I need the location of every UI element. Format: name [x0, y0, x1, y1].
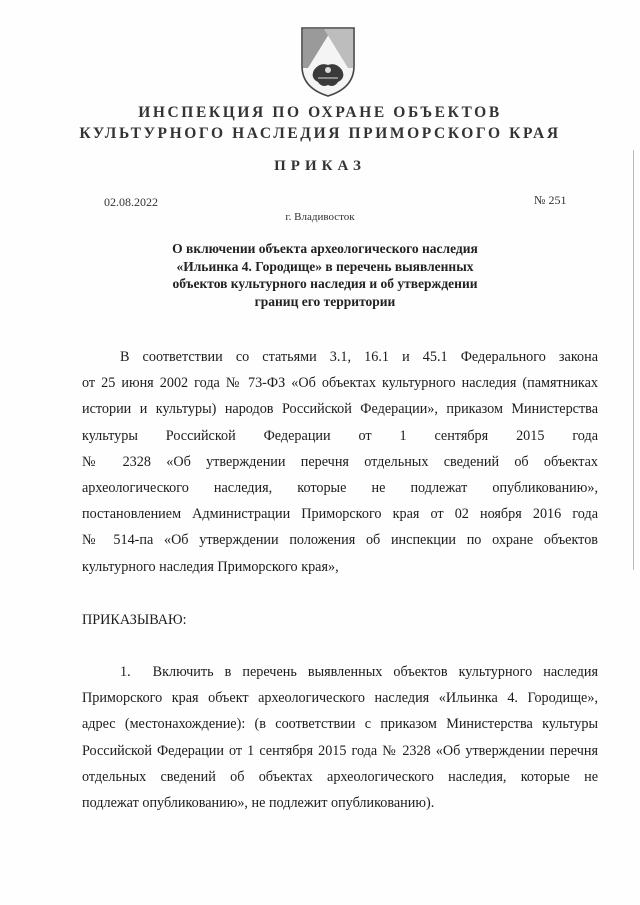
- preamble-line: постановлением Администрации Приморского края от 02 ноября 2016 года: [82, 506, 598, 523]
- item-line: [82, 659, 598, 685]
- preamble-line: истории и культуры) народов Российской Федерации», приказом Министерства: [82, 401, 598, 418]
- preamble-line: от 25 июня 2002 года № 73-ФЗ «Об объектах культурного наследия (памятниках: [82, 375, 598, 392]
- title-line: О включении объекта археологического наследия: [172, 241, 478, 256]
- item-line: Российской Федерации от 1 сентября 2015 года № 2328 «Об утверждении перечня: [82, 742, 598, 759]
- item-line: отдельных сведений об объектах археологического наследия, которые не: [82, 768, 598, 785]
- title-line: границ его территории: [254, 293, 396, 309]
- preamble-line: культурного наследия Приморского края»,: [82, 558, 339, 575]
- preamble-paragraph: [82, 344, 598, 580]
- title-line: «Ильинка 4. Городище» в перечень выявленных: [176, 258, 474, 274]
- item-line: Приморского края объект археологического наследия «Ильинка 4. Городище»,: [82, 690, 598, 707]
- item-text: Включить в перечень выявленных объектов культурного наследия: [152, 664, 598, 680]
- item-number: 1.: [120, 664, 131, 680]
- preamble-line: культуры Российской Федерации от 1 сентября 2015 года: [82, 427, 598, 444]
- order-item-1: [82, 659, 598, 816]
- document-city: г. Владивосток: [285, 211, 355, 223]
- organization-name-line-1: ИНСПЕКЦИЯ ПО ОХРАНЕ ОБЪЕКТОВ: [138, 104, 502, 121]
- title-line: объектов культурного наследия и об утверждении: [172, 276, 478, 291]
- document-number: № 251: [534, 193, 567, 207]
- order-word: ПРИКАЗЫВАЮ:: [82, 612, 187, 628]
- document-date: 02.08.2022: [104, 195, 158, 209]
- item-line: адрес (местонахождение): (в соответствии с приказом Министерства культуры: [82, 716, 598, 733]
- item-line: подлежат опубликованию», не подлежит опубликованию).: [82, 795, 435, 812]
- coat-of-arms-icon: [296, 22, 360, 100]
- document-type: ПРИКАЗ: [274, 158, 366, 174]
- preamble-line: археологического наследия, которые не подлежат опубликованию»,: [82, 480, 598, 497]
- document-title: [120, 240, 530, 310]
- organization-name-line-2: КУЛЬТУРНОГО НАСЛЕДИЯ ПРИМОРСКОГО КРАЯ: [79, 125, 561, 142]
- preamble-line: № 2328 «Об утверждении перечня отдельных сведений об объектах: [82, 453, 598, 470]
- preamble-line: № 514-па «Об утверждении положения об инспекции по охране объектов: [82, 532, 598, 549]
- preamble-line: В соответствии со статьями 3.1, 16.1 и 45.1 Федерального закона: [120, 349, 598, 365]
